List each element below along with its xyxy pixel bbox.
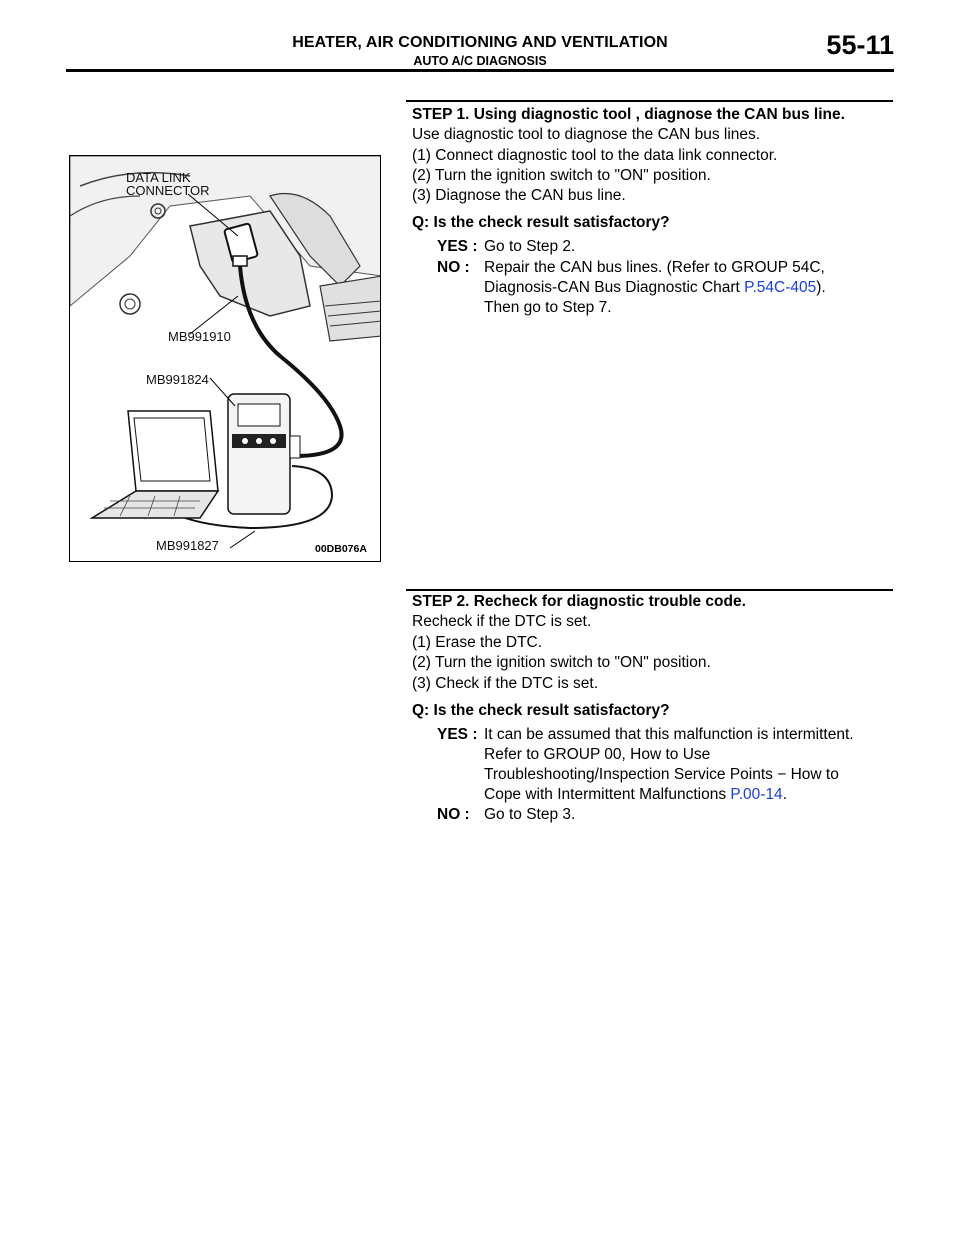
step1-heading: STEP 1. Using diagnostic tool , diagnose the CAN bus line. [412,106,845,123]
step1-item-1: (1) Connect diagnostic tool to the data link connector. [412,147,778,164]
step1-no-line-1: Repair the CAN bus lines. (Refer to GROUP 54C, [484,259,825,276]
step2-yes-link-suffix: . [782,786,787,803]
step1-no-line-2-text: Diagnosis-CAN Bus Diagnostic Chart [484,279,745,296]
step1-yes-text: Go to Step 2. [484,238,576,255]
label-cable: MB991910 [168,329,231,344]
step1-yes-label: YES : [437,238,478,255]
step2-yes-line-4 [484,786,787,804]
step1-intro: Use diagnostic tool to diagnose the CAN bus lines. [412,126,761,143]
step2-reference-link[interactable]: P.00-14 [730,786,783,803]
step2-yes-label: YES : [437,726,478,743]
step2-yes-line-2: Refer to GROUP 00, How to Use [484,746,711,763]
label-scan-tool: MB991824 [146,372,209,387]
step2-heading: STEP 2. Recheck for diagnostic trouble code. [412,593,746,610]
label-connector: CONNECTOR [126,183,210,198]
page-number: 55-11 [826,30,894,60]
illustration [70,156,381,562]
step1-no-line-3: Then go to Step 7. [484,299,612,316]
step1-question: Q: Is the check result satisfactory? [412,214,670,231]
label-data-link: DATA LINK [126,170,191,185]
step1-reference-link[interactable]: P.54C-405 [744,279,817,296]
step2-rule [406,589,893,591]
header-rule [66,69,894,72]
step1-no-label: NO : [437,259,470,276]
step2-item-2: (2) Turn the ignition switch to "ON" position. [412,654,711,671]
step1-no-link-suffix: ). [816,279,826,296]
step1-no-line-2 [484,279,826,297]
step1-rule [406,100,893,102]
label-usb-cable: MB991827 [156,538,219,553]
step2-intro: Recheck if the DTC is set. [412,613,592,630]
step2-no-text: Go to Step 3. [484,806,576,823]
section-subtitle: AUTO A/C DIAGNOSIS [413,54,547,68]
step2-yes-line-1: It can be assumed that this malfunction is intermittent. [484,726,854,743]
step2-yes-line-4-text: Cope with Intermittent Malfunctions [484,786,731,803]
figure-code: 00DB076A [315,543,367,555]
section-title: HEATER, AIR CONDITIONING AND VENTILATION [292,34,668,51]
step2-item-1: (1) Erase the DTC. [412,634,543,651]
step1-item-2: (2) Turn the ignition switch to "ON" position. [412,167,711,184]
step2-yes-line-3: Troubleshooting/Inspection Service Points − How to [484,766,839,783]
step1-item-3: (3) Diagnose the CAN bus line. [412,187,626,204]
step2-item-3: (3) Check if the DTC is set. [412,675,599,692]
step2-no-label: NO : [437,806,470,823]
step2-question: Q: Is the check result satisfactory? [412,702,670,719]
diagnostic-tool-connection-figure [69,155,381,562]
